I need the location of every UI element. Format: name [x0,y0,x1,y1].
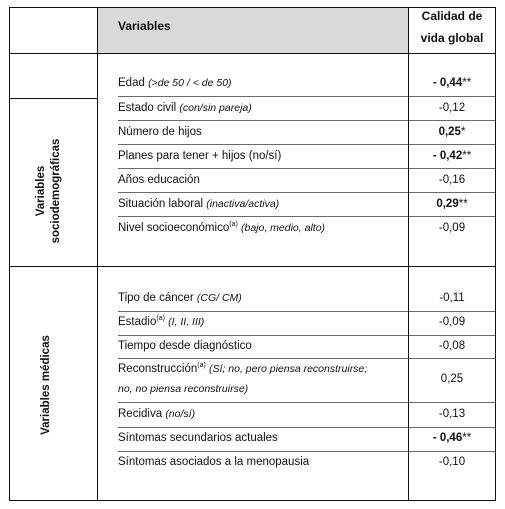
row-name: Planes para tener + hijos (no/sí) [118,150,282,162]
header-quality-line1: Calidad de [421,9,483,23]
row-label-continued [118,382,248,396]
row-label [118,221,325,235]
row-label [118,101,252,115]
row-divider [118,451,408,452]
value-number: 0,25 [440,373,464,385]
value-number: -0,09 [438,316,466,328]
value-number: -0,12 [438,102,466,114]
row-qualifier: no, no piensa reconstruirse) [118,383,249,395]
row-name: Recidiva [118,408,163,420]
row-divider [118,96,408,97]
row-divider [118,120,408,121]
row-divider-value [409,192,495,193]
row-label [118,407,195,421]
row-name: Síntomas secundarios actuales [118,432,278,444]
row-value [410,407,494,421]
value-number: -0,10 [438,456,466,468]
row-superscript: (a) [197,362,206,369]
row-label [118,197,279,211]
significance-stars: ** [458,198,468,210]
group-label-medical-text: Variables médicas [40,335,52,435]
header-variables: Variables [118,19,171,33]
row-divider [118,311,408,312]
row-name: Años educación [118,174,200,186]
value-number: -0,09 [438,222,466,234]
row-label [118,125,202,139]
group-label-socio-line1: Variables [35,165,47,217]
header-quality-line2: vida global [420,31,484,45]
row-value [410,315,494,329]
row-divider [118,192,408,193]
row-label [118,315,204,329]
row-qualifier: (inactiva/activa) [206,198,280,210]
group-label-medical [39,315,55,455]
row-divider-value [409,451,495,452]
row-value [410,197,494,211]
row-label [118,173,200,187]
significance-stars: ** [462,77,472,89]
row-label [118,362,367,376]
significance-stars: * [460,126,466,138]
row-divider-value [409,358,495,359]
row-value [410,149,494,163]
row-value [410,431,494,445]
row-qualifier: (CG/ CM) [196,292,242,304]
value-number: - 0,46 [432,432,463,444]
significance-stars: ** [462,150,472,162]
row-divider-value [409,120,495,121]
row-divider-value [409,144,495,145]
value-number: -0,13 [438,408,466,420]
label-column-divider [97,7,98,501]
value-number: -0,11 [439,292,465,304]
row-divider [118,427,408,428]
row-label [118,431,278,445]
row-divider-value [409,427,495,428]
row-qualifier: (I, II, III) [168,316,205,328]
row-qualifier: (>de 50 / < de 50) [148,77,232,89]
row-divider [118,216,408,217]
row-name: Estado civil [118,102,177,114]
value-number: 0,29 [436,198,459,210]
row-superscript: (a) [156,315,165,322]
row-divider [118,358,408,359]
row-name: Número de hijos [118,126,202,138]
row-value [410,76,494,90]
row-value [410,101,494,115]
row-name: Tipo de cáncer [118,292,194,304]
value-number: -0,08 [438,340,466,352]
group-label-socio [34,121,66,261]
table-right-border [495,7,496,501]
row-divider-value [409,311,495,312]
value-number: -0,16 [438,174,466,186]
row-value [410,339,494,353]
row-name: Síntomas asociados a la menopausia [118,456,310,468]
row-name: Estadio [118,316,157,328]
row-label [118,149,281,163]
table-top-border [9,7,496,8]
row-divider [118,335,408,336]
row-divider [118,402,408,403]
row-divider-value [409,402,495,403]
row-divider [118,168,408,169]
group-divider [9,266,496,267]
header-bottom-border [9,53,496,54]
row-superscript: (a) [229,221,238,228]
row-value [410,173,494,187]
row-name: Nivel socioeconómico [118,222,230,234]
row-qualifier: (bajo, medio, alto) [240,222,326,234]
row-divider-value [409,168,495,169]
row-label [118,339,252,353]
row-qualifier: (con/sin pareja) [179,102,252,114]
row-value [410,455,494,469]
row-divider-value [409,96,495,97]
table-left-border [9,7,10,501]
row-value [410,372,494,386]
row-divider [118,144,408,145]
row-qualifier: (no/sí) [165,408,196,420]
group-label-socio-line2: sociodemográficas [50,138,62,244]
row-name: Edad [118,77,145,89]
value-number: 0,25 [438,126,461,138]
row-label [118,76,232,90]
row-label [118,455,309,469]
table-bottom-border [9,500,496,501]
top-section-divider [9,98,98,99]
row-name: Situación laboral [118,198,204,210]
row-divider-value [409,216,495,217]
significance-stars: ** [462,432,472,444]
row-name: Tiempo desde diagnóstico [118,340,252,352]
row-label [118,291,242,305]
row-value [410,125,494,139]
row-value [410,221,494,235]
value-number: - 0,42 [432,150,463,162]
row-name: Reconstrucción [118,363,198,375]
row-divider-value [409,335,495,336]
row-qualifier: (Sí; no, pero piensa reconstruirse; [209,363,368,375]
value-number: - 0,44 [432,77,463,89]
row-value [410,291,494,305]
